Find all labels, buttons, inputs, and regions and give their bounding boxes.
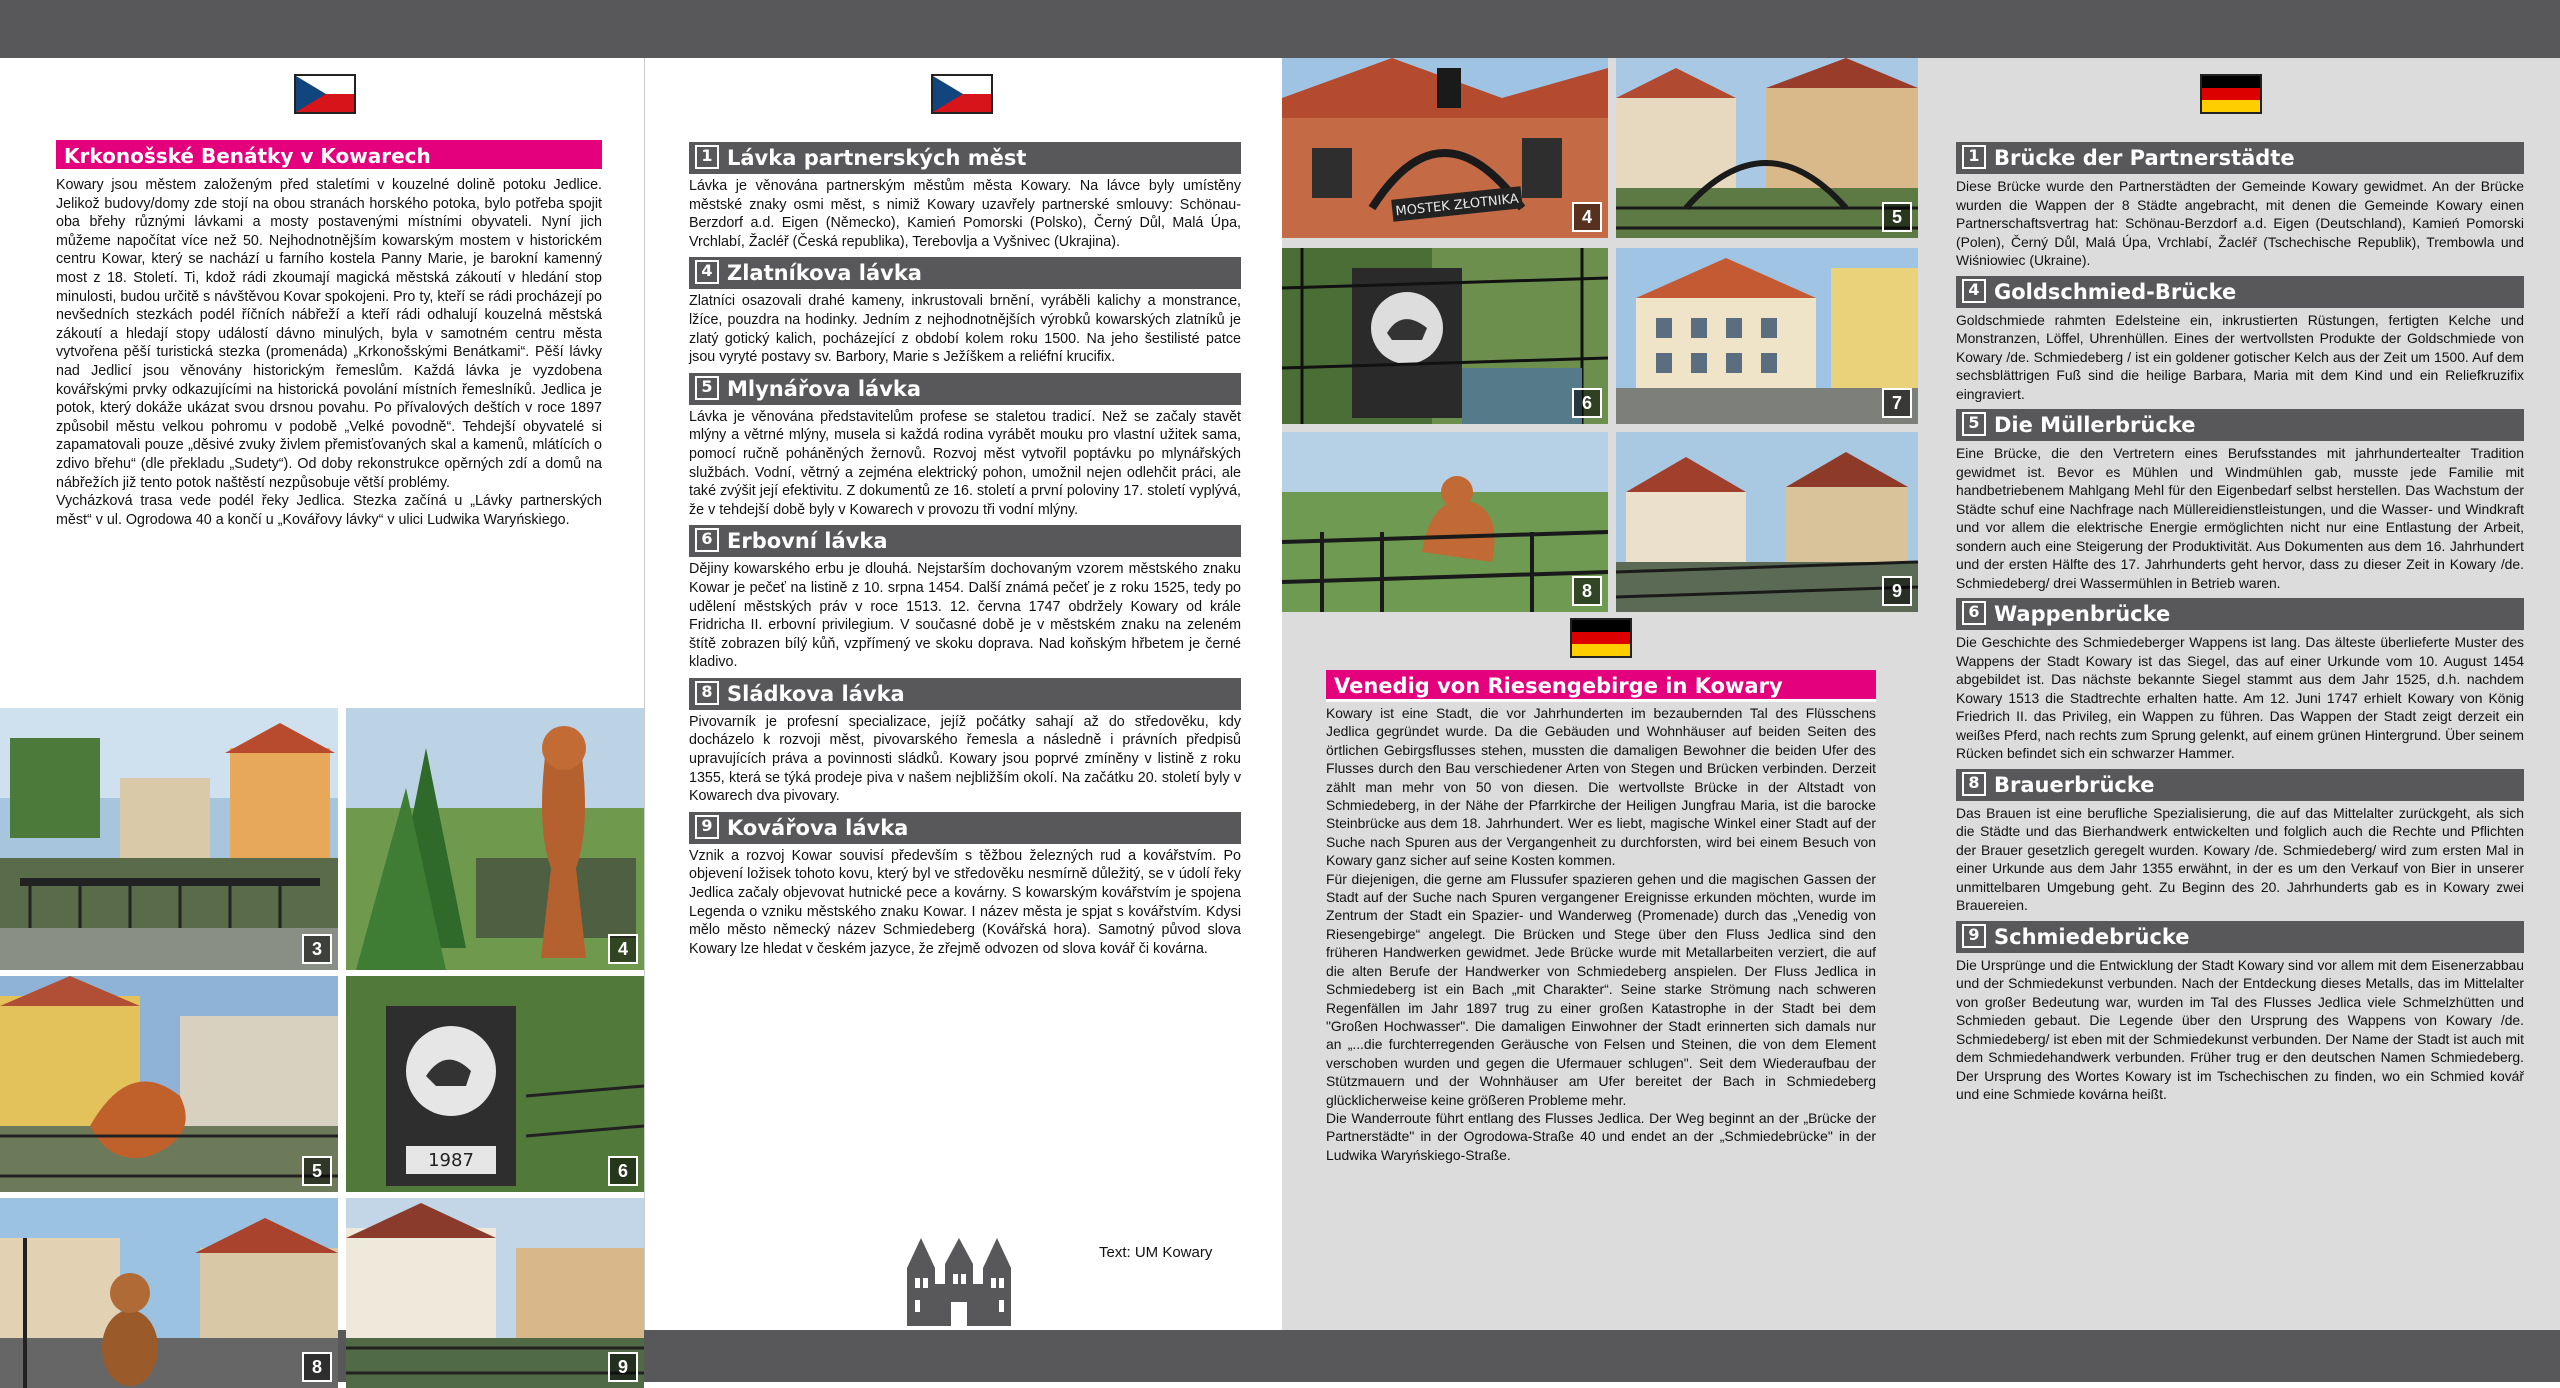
section-number: 4 xyxy=(695,260,719,284)
photo-number: 3 xyxy=(302,934,332,964)
section-header xyxy=(1956,921,2524,953)
section-number: 9 xyxy=(1962,924,1986,948)
section-title: Erbovní lávka xyxy=(727,529,888,554)
photo-brewer-bridge xyxy=(1282,432,1608,612)
section-body: Lávka je věnována představitelům profese se staletou tradicí. Než se začaly stavět mlýny a větrné mlýny, musela si každá rodina vyrábět mouku pro vlastní užitek sama, pomocí ručně poháněných žernovů. Rozvoj měst vytvořil poptávku po mlynářských službách. Vodní, větrný a zejména elektrický pohon, umožnil nejen odlehčit práci, ale také zvýšit její efektivitu. Z dokumentů ze 16. století a první poloviny 17. století vyplývá, že v tehdejší době byly v Kowarech v provozu tři vodní mlýny. xyxy=(689,408,1241,518)
section-header xyxy=(1956,409,2524,441)
section-coat-of-arms-bridge xyxy=(1956,598,2524,763)
section-title: Mlynářova lávka xyxy=(727,376,922,401)
panel-german-intro xyxy=(1282,58,1918,1330)
section-number: 4 xyxy=(1962,279,1986,303)
section-number: 5 xyxy=(695,376,719,400)
photo-number: 6 xyxy=(1572,388,1602,418)
section-number: 9 xyxy=(695,815,719,839)
text-credit: Text: UM Kowary xyxy=(1099,1244,1213,1261)
photo-number: 7 xyxy=(1882,388,1912,418)
section-body: Diese Brücke wurde den Partnerstädten der Gemeinde Kowary gewidmet. An der Brücke wurden die Wappen der 8 Städte angebracht, mit denen die Gemeinde Kowary einen Partnerschaftsvertrag hat: Schönau-Berzdorf a.d. Eigen (Deutschland), Kamień Pomorski (Polen), Černý Důl, Malá Úpa, Vrchlabí, Žacléř (Tschechische Republik), Trembowla und Wiśniowiec (Ukraine). xyxy=(1956,178,2524,268)
german-intro-body: Kowary ist eine Stadt, die vor Jahrhunderten im bezaubernden Tal des Flüsschens Jedlica gegründet wurde. Da die Gebäuden und Wohnhäuser auf beiden Seiten des örtlichen Gebirgsflusses stehen, mussten die damaligen Bewohner die beiden Ufer des Flusses durch den Bau verschiedener Arten von Stegen und Brücken verbinden. Derzeit zählt man mehr von 50 von diesen. Die wertvollste Brücke in der Altstadt von Schmiedeberg, in der Nähe der Pfarrkirche der Heiligen Jungfrau Maria, ist die barocke Steinbrücke aus dem 18. Jahrhundert. Wer es liebt, magische Winkel einer Stadt auf der Suche nach Spuren aus der Vergangenheit zu durchforsten, wird bei einem Besuch von Kowary ganz sicher auf seine Kosten kommen. xyxy=(1326,705,1876,869)
photo-coat-of-arms-plaque xyxy=(1282,248,1608,424)
german-flag-icon xyxy=(2200,74,2262,114)
section-number: 1 xyxy=(695,145,719,169)
section-goldsmith-bridge xyxy=(689,257,1241,366)
panel-czech-bridges xyxy=(644,58,1282,1330)
photo-brewery-building xyxy=(1616,248,1918,424)
photo-coat-of-arms-bridge xyxy=(346,976,644,1192)
section-header xyxy=(689,373,1241,405)
photo-number: 5 xyxy=(302,1156,332,1186)
section-miller-bridge xyxy=(689,373,1241,520)
top-bar xyxy=(0,0,2560,58)
section-header xyxy=(1956,598,2524,630)
section-header xyxy=(1956,142,2524,174)
photo-brewer-sculpture xyxy=(0,1198,338,1388)
photo-number: 8 xyxy=(1572,576,1602,606)
section-header xyxy=(689,257,1241,289)
section-body: Das Brauen ist eine berufliche Spezialisierung, die auf das Mittelalter zurückgeht, als sich die Städte und das Bierhandwerk entwickelten und folglich auch die Rechte und Pflichten der Brauer gesetzlich geregelt wurden. Kowary /de. Schmiedeberg/ wird zum ersten Mal in einer Urkunde aus dem Jahr 1355 erwähnt, in der es um den Verkauf von Bier in unserer unmittelbaren Umgebung geht. Zu Beginn des 20. Jahrhunderts gab es in Kowary zwei Brauereien. xyxy=(1956,804,2524,913)
section-coat-of-arms-bridge xyxy=(689,525,1241,672)
section-title: Lávka partnerských měst xyxy=(727,146,1027,170)
photo-miller-sculpture xyxy=(0,976,338,1192)
photo-number: 6 xyxy=(608,1156,638,1186)
german-intro-route: Die Wanderroute führt entlang des Flusses Jedlica. Der Weg beginnt an der „Brücke der Partnerstädte" in der Ogrodowa-Straße 40 und endet an der „Schmiedebrücke" in der Ludwika Waryńskiego-Straße. xyxy=(1326,1109,1876,1163)
section-number: 6 xyxy=(695,528,719,552)
photo-number: 4 xyxy=(1572,202,1602,232)
intro-text xyxy=(56,176,602,529)
czech-flag-icon xyxy=(294,74,356,114)
section-title: Kovářova lávka xyxy=(727,815,909,840)
section-body: Die Geschichte des Schmiedeberger Wappens ist lang. Das älteste überlieferte Muster des Wappens der Stadt Kowary ist das Siegel, das auf einer Urkunde vom 10. August 1454 abgebildet ist. Das nächste bekannte Siegel stammt aus dem Jahr 1525, d.h. nachdem Kowary 1513 die Stadtrechte erhalten hatte. Am 12. Juni 1747 erhielt Kowary von König Friedrich II. das Privileg, ein Wappen zu führen. Das Wappen der Stadt zeigt derzeit ein weißes Pferd, nach rechts zum Sprung gelenkt, auf einem grünen Hintergrund. Über seinem Rücken befindet sich ein schwarzer Hammer. xyxy=(1956,634,2524,761)
section-title: Goldschmied-Brücke xyxy=(1994,279,2237,304)
czech-flag-icon xyxy=(931,74,993,114)
section-title: Brauerbrücke xyxy=(1994,772,2155,797)
section-title: Schmiedebrücke xyxy=(1994,924,2190,949)
section-brewer-bridge xyxy=(689,678,1241,806)
panel-czech-intro xyxy=(0,58,644,1377)
section-title: Sládkova lávka xyxy=(727,681,905,706)
section-number: 8 xyxy=(695,681,719,705)
photo-goldsmith-sign xyxy=(1282,58,1608,238)
photo-number: 9 xyxy=(608,1352,638,1382)
section-miller-bridge xyxy=(1956,409,2524,592)
section-title: Brücke der Partnerstädte xyxy=(1994,146,2295,170)
castle-icon xyxy=(907,1238,1011,1331)
german-flag-icon xyxy=(1570,618,1632,658)
photo-smith-bridge-river xyxy=(1616,432,1918,612)
section-title: Zlatníkova lávka xyxy=(727,261,922,286)
german-intro-title: Venedig von Riesengebirge in Kowary xyxy=(1326,670,1876,702)
photo-bridge-houses xyxy=(0,708,338,970)
section-number: 1 xyxy=(1962,145,1986,169)
photo-goldsmith-sculpture xyxy=(346,708,644,970)
section-body: Dějiny kowarského erbu je dlouhá. Nejstarším dochovaným vzorem městského znaku Kowar je pečeť na listině z 10. srpna 1454. Další známá pečeť je z roku 1525, tedy po udělení městských práv v roce 1513. 12. června 1747 obdržely Kowary od krále Fridricha II. erbovní privilegium. V současné době je v městském znaku na zeleném štítě zobrazen bílý kůň, vzpřímený ve skoku doprava. Nad koňským hřbetem je černé kladivo. xyxy=(689,561,1241,671)
section-smith-bridge xyxy=(689,812,1241,959)
section-body: Pivovarník je profesní specializace, jejíž počátky sahají až do středověku, kdy docházelo k rozvoji měst, pivovarského řemesla a následně i právních předpisů upravujících práva a povinnosti sládků. Kowary jsou poprvé zmíněny v listině z roku 1355, která se týká prodeje piva v našem nejbližším okolí. Na začátku 20. století byly v Kowarech dva pivovary. xyxy=(689,713,1241,805)
german-intro-body-2: Für diejenigen, die gerne am Flussufer spazieren gehen und die magischen Gassen der Stadt auf der Suche nach Spuren vergangener Ereignisse erkunden möchten, wurde im Zentrum der Stadt ein Spazier- und Wanderweg (Promenade) durch das „Venedig von Riesengebirge“ angelegt. Die Brücken und Stege über den Fluss Jedlica sind den früheren Handwerken gewidmet. Jede Brücke wurde mit Metallarbeiten verziert, die auf die alten Berufe der Handwerker von Schmiedeberg anspielen. Der Fluss Jedlica in Schmiedeberg ist ein Bach „mit Charakter“. Seine starke Strömung nach schweren Regenfällen im Jahr 1897 trug zu einer großen Katastrophe in der Stadt bei dem "Großen Hochwasser". Die damaligen Einwohner der Stadt erinnerten sich damals nur an „...die furchterregenden Geräusche von Felsen und Steinen, die von dem Element verschoben wurden und gegen die Ufermauer schlugen". Seit dem Wiederaufbau der Stützmauern und der Wohnhäuser am Ufer bereitet der Bach in Schmiedeberg glücklicherweise keine größeren Probleme mehr. xyxy=(1326,870,1876,1108)
section-smith-bridge xyxy=(1956,921,2524,1104)
section-brewer-bridge xyxy=(1956,769,2524,915)
section-body: Eine Brücke, die den Vertretern eines Berufsstandes mit jahrhundertealter Tradition gewidmet ist. Bevor es Mühlen und Windmühlen gab, musste jede Familie mit handbetriebenem Mahlgang Mehl für den Eigenbedarf selbst herstellen. Das Wachstum der Städte schuf eine Nachfrage nach Müllereidienstleistungen, und die Wasser- und Windkraft und vor allem die elektrische Energie ermöglichten nicht nur eine Entlastung der Arbeit, sondern auch eine Steigerung der Produktivität. Aus Dokumenten aus dem 16. Jahrhundert und der ersten Hälfte des 17. Jahrhunderts geht hervor, dass zu dieser Zeit in Kowary /de. Schmiedeberg/ drei Wassermühlen in Betrieb waren. xyxy=(1956,445,2524,591)
section-header xyxy=(689,142,1241,174)
section-number: 5 xyxy=(1962,412,1986,436)
section-goldsmith-bridge xyxy=(1956,276,2524,404)
section-body: Lávka je věnována partnerským městům města Kowary. Na lávce byly umístěny městské znaky osmi měst, s nimiž Kowary uzavřely partnerské smlouvy: Schönau-Berzdorf a.d. Eigen (Německo), Kamień Pomorski (Polsko), Černý Důl, Malá Úpa, Vrchlabí, Žacléř (Česká republika), Terebovlja a Vyšnivec (Ukrajina). xyxy=(689,178,1241,250)
section-body: Vznik a rozvoj Kowar souvisí především s těžbou železných rud a kovářstvím. Po objevení ložisek tohoto kovu, který byl ve středověku nesmírně důležitý, se v údolí řeky Jedlica začaly objevovat hutnické pece a kovárny. S kowarským kovářstvím je spojena Legenda o vzniku městského znaku Kowar. I název města je spjat s kovářstvím. Kdysi mělo město německý název Schmiedeberg (Kovářská hora). Samotný původ slova Kowary lze hledat v českém jazyce, že zřejmě odvozen od slova kovář či kovárna. xyxy=(689,847,1241,957)
photo-number: 5 xyxy=(1882,202,1912,232)
section-title: Die Müllerbrücke xyxy=(1994,413,2196,437)
section-number: 8 xyxy=(1962,772,1986,796)
bridges-list-cz xyxy=(689,142,1241,964)
photo-number: 4 xyxy=(608,934,638,964)
panel-german-bridges xyxy=(1918,58,2560,1330)
section-partner-bridge xyxy=(689,142,1241,251)
section-title: Wappenbrücke xyxy=(1994,602,2171,626)
section-body: Die Ursprünge und die Entwicklung der Stadt Kowary sind vor allem mit dem Eisenerzabbau und der Schmiedekunst verbunden. Nach der Entdeckung dieses Metalls, das im Mittelalter von großer Bedeutung war, wurden im Tal des Flusses Jedlica viele Schmelzhütten und Schmieden gebaut. Die Legende über den Ursprung des Wappens von Kowary /de. Schmiedeberg/ ist eben mit der Schmiedekunst verbunden. Der Name der Stadt ist auch mit dem Schmiedehandwerk verbunden. Früher trug er den deutschen Namen Schmiedeberg. Der Ursprung des Wortes Kowary ist im Tschechischen zu finden, wo ein Schmied kovář und eine Schmiede kovárna heißt. xyxy=(1956,956,2524,1102)
photo-number: 9 xyxy=(1882,576,1912,606)
section-header xyxy=(689,678,1241,710)
intro-body: Kowary jsou městem založeným před staletími v kouzelné dolině potoku Jedlice. Jelikož budovy/domy zde stojí na obou stranách horského potoka, bylo potřeba spojit oba břehy různými lávkami a mosty postavenými místními obyvateli. Nyní jich můžeme napočítat více než 50. Nejhodnotnějším kowarským mostem v historickém centru Kowar, který se nachází u farního kostela Panny Marie, je barokní kamenný most z 18. Století. Ti, kdož rádi zkoumají magická městská zákoutí v hledání stop minulosti, budou určitě s návštěvou Kovar spokojeni. Pro ty, kteří se rádi procházejí po nevšedních stezkách podél říčních nábřeží a kteří rádi odhalují kouzelná městská zákoutí a hledají stopy událostí dávno minulých, byla v samotném centru města vytvořena pěší turistická stezka (promenáda) „Krkonošskými Benátkami“. Pěší lávky nad Jedlicí jsou věnovány historickým řemeslům. Každá lávka je vyzdobena kovářskými prvky odkazujícími na historická povolání místních řemeslníků. Jedlica je potok, který dokáže ukázat svou drsnou povahu. Po přívalových deštích v roce 1897 způsobil městu velkou pohromu v podobě „Velké povodně“. Tehdejší obyvatelé si zapamatovali pouze „děsivé zvuky živlem přemisťovaných skal a kamenů, mlátících o zdivo břehu“ (dle překladu „Sudety“). Od doby rekonstrukce opěrných zdí a domů na nábřežích již tento potok naštěstí nezpůsobuje větší problémy. xyxy=(56,177,602,491)
section-header xyxy=(689,812,1241,844)
intro-route: Vycházková trasa vede podél řeky Jedlica. Stezka začíná u „Lávky partnerských měst“ v ul. Ogrodowa 40 a končí u „Kovářovy lávky“ v ulici Ludwika Waryńskiego. xyxy=(56,493,602,528)
section-header xyxy=(1956,276,2524,308)
intro-title: Krkonošské Benátky v Kowarech xyxy=(56,140,602,172)
section-body: Zlatníci osazovali drahé kameny, inkrustovali brnění, vyráběli kalichy a monstrance, lžíce, pouzdra na hodinky. Jedním z nejhodnotnějších výrobků kowarských zlatníků je zlatý gotický kalich, pocházející z období kolem roku 1500. Na jeho šestilisté patce jsou vyryté postavy sv. Barbory, Marie s Ježíškem a reliéfní krucifix. xyxy=(689,293,1241,366)
section-header xyxy=(1956,769,2524,801)
section-body: Goldschmiede rahmten Edelsteine ein, inkrustierten Rüstungen, fertigten Kelche und Monstranzen, Löffel, Uhrenhüllen. Eines der wertvollsten Produkte der Goldschmiede von Kowary /de. Schmiedeberg / ist ein goldener gotischer Kelch aus der Zeit um 1500. Auf dem sechsblättrigen Fuß sind die heilige Barbara, Maria mit dem Kind und ein Reliefkruzifix eingraviert. xyxy=(1956,311,2524,402)
bridges-list-de xyxy=(1956,142,2524,1110)
photo-partner-bridge xyxy=(1616,58,1918,238)
section-header xyxy=(689,525,1241,557)
german-intro-text xyxy=(1326,704,1876,1164)
photo-smith-bridge xyxy=(346,1198,644,1388)
photo-number: 8 xyxy=(302,1352,332,1382)
sign-text: MOSTEK ZŁOTNIKA xyxy=(1394,191,1520,220)
section-number: 6 xyxy=(1962,601,1986,625)
plaque-year: 1987 xyxy=(428,1150,474,1171)
section-partner-bridge xyxy=(1956,142,2524,270)
